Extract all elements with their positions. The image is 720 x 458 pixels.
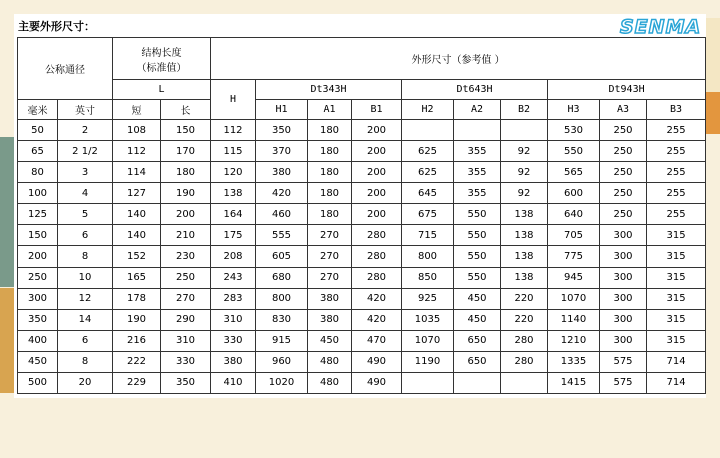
table-row (18, 267, 706, 288)
table-cell: 1035 (402, 309, 454, 330)
header-series-dt943h: Dt943H (548, 80, 706, 100)
header-outline-size: 外形尺寸（参考值 ） (211, 38, 706, 80)
header-standard-value: （标准值） (136, 62, 187, 74)
table-cell: 270 (308, 246, 352, 267)
table-cell: 1210 (548, 330, 600, 351)
table-cell: 380 (308, 288, 352, 309)
header-short: 短 (113, 100, 161, 120)
table-cell: 675 (402, 204, 454, 225)
table-cell: 800 (402, 246, 454, 267)
table-cell: 290 (161, 309, 211, 330)
table-cell: 208 (211, 246, 256, 267)
table-cell: 280 (352, 246, 402, 267)
table-cell: 565 (548, 162, 600, 183)
table-cell (501, 120, 548, 141)
table-cell: 945 (548, 267, 600, 288)
table-cell: 8 (58, 351, 113, 372)
table-cell: 12 (58, 288, 113, 309)
table-row (18, 120, 706, 141)
table-cell: 92 (501, 183, 548, 204)
table-cell: 180 (308, 204, 352, 225)
table-cell: 705 (548, 225, 600, 246)
table-cell: 420 (352, 288, 402, 309)
table-cell: 300 (600, 267, 647, 288)
table-cell: 1335 (548, 351, 600, 372)
table-cell: 350 (18, 309, 58, 330)
table-cell: 222 (113, 351, 161, 372)
table-cell: 200 (352, 162, 402, 183)
table-cell: 490 (352, 351, 402, 372)
table-cell: 315 (647, 288, 706, 309)
table-cell: 200 (352, 204, 402, 225)
table-cell: 575 (600, 351, 647, 372)
table-cell: 315 (647, 330, 706, 351)
table-cell: 550 (548, 141, 600, 162)
table-cell: 150 (18, 225, 58, 246)
table-cell: 370 (256, 141, 308, 162)
table-cell: 480 (308, 372, 352, 393)
table-cell: 220 (501, 288, 548, 309)
table-cell: 190 (161, 183, 211, 204)
table-cell: 112 (211, 120, 256, 141)
table-cell: 500 (18, 372, 58, 393)
table-cell: 210 (161, 225, 211, 246)
header-inch: 英寸 (58, 100, 113, 120)
table-cell: 175 (211, 225, 256, 246)
table-cell: 10 (58, 267, 113, 288)
table-cell: 600 (548, 183, 600, 204)
table-cell: 450 (454, 288, 501, 309)
table-cell (454, 120, 501, 141)
table-cell: 410 (211, 372, 256, 393)
table-cell: 216 (113, 330, 161, 351)
table-cell: 270 (161, 288, 211, 309)
table-cell: 555 (256, 225, 308, 246)
table-cell: 850 (402, 267, 454, 288)
table-cell: 250 (600, 120, 647, 141)
table-cell: 152 (113, 246, 161, 267)
table-cell: 250 (600, 162, 647, 183)
table-cell: 3 (58, 162, 113, 183)
header-row-1 (18, 38, 706, 80)
header-B2: B2 (501, 100, 548, 120)
table-cell: 180 (308, 162, 352, 183)
header-structure-length (113, 38, 211, 80)
table-row (18, 183, 706, 204)
table-cell: 230 (161, 246, 211, 267)
table-cell: 315 (647, 246, 706, 267)
table-cell: 200 (352, 183, 402, 204)
table-cell: 830 (256, 309, 308, 330)
table-row (18, 309, 706, 330)
table-cell: 280 (352, 225, 402, 246)
table-cell: 625 (402, 162, 454, 183)
table-cell: 20 (58, 372, 113, 393)
table-cell: 165 (113, 267, 161, 288)
table-cell: 150 (161, 120, 211, 141)
table-cell: 380 (308, 309, 352, 330)
table-cell: 380 (211, 351, 256, 372)
header-A3: A3 (600, 100, 647, 120)
table-cell: 280 (352, 267, 402, 288)
table-cell (501, 372, 548, 393)
table-cell: 114 (113, 162, 161, 183)
table-cell: 650 (454, 351, 501, 372)
header-H1: H1 (256, 100, 308, 120)
table-cell: 6 (58, 330, 113, 351)
table-cell: 250 (600, 141, 647, 162)
table-cell: 300 (600, 309, 647, 330)
table-cell: 800 (256, 288, 308, 309)
header-H: H (211, 80, 256, 120)
table-cell: 300 (18, 288, 58, 309)
table-cell: 229 (113, 372, 161, 393)
table-cell: 450 (308, 330, 352, 351)
table-cell: 300 (600, 246, 647, 267)
table-cell: 714 (647, 351, 706, 372)
table-cell: 550 (454, 225, 501, 246)
table-cell: 420 (352, 309, 402, 330)
table-cell: 108 (113, 120, 161, 141)
table-cell: 125 (18, 204, 58, 225)
table-cell: 138 (501, 267, 548, 288)
table-cell: 180 (308, 141, 352, 162)
table-cell: 915 (256, 330, 308, 351)
table-cell: 355 (454, 183, 501, 204)
table-cell: 138 (501, 246, 548, 267)
table-cell: 180 (308, 183, 352, 204)
table-cell: 180 (161, 162, 211, 183)
table-cell: 200 (18, 246, 58, 267)
table-cell: 115 (211, 141, 256, 162)
table-cell: 255 (647, 162, 706, 183)
table-cell: 178 (113, 288, 161, 309)
table-row (18, 225, 706, 246)
table-row (18, 351, 706, 372)
table-cell: 450 (454, 309, 501, 330)
table-cell: 8 (58, 246, 113, 267)
table-cell: 315 (647, 267, 706, 288)
table-cell: 2 (58, 120, 113, 141)
table-cell: 310 (161, 330, 211, 351)
table-cell: 355 (454, 141, 501, 162)
table-cell: 270 (308, 225, 352, 246)
table-cell: 300 (600, 288, 647, 309)
left-decor-stripe-orange (0, 288, 14, 393)
table-cell: 255 (647, 183, 706, 204)
table-cell: 925 (402, 288, 454, 309)
table-cell: 127 (113, 183, 161, 204)
table-cell: 200 (352, 141, 402, 162)
table-cell: 715 (402, 225, 454, 246)
table-cell: 164 (211, 204, 256, 225)
table-cell: 250 (600, 183, 647, 204)
table-cell: 140 (113, 204, 161, 225)
table-cell: 255 (647, 141, 706, 162)
table-cell: 470 (352, 330, 402, 351)
table-cell: 714 (647, 372, 706, 393)
header-H3: H3 (548, 100, 600, 120)
table-cell (402, 372, 454, 393)
table-cell (402, 120, 454, 141)
table-cell: 170 (161, 141, 211, 162)
table-cell: 420 (256, 183, 308, 204)
table-cell: 100 (18, 183, 58, 204)
header-mm: 毫米 (18, 100, 58, 120)
table-cell: 300 (600, 225, 647, 246)
table-row (18, 330, 706, 351)
table-cell: 490 (352, 372, 402, 393)
table-cell: 1190 (402, 351, 454, 372)
table-cell: 460 (256, 204, 308, 225)
table-cell (454, 372, 501, 393)
table-cell: 1020 (256, 372, 308, 393)
table-cell: 138 (501, 225, 548, 246)
table-cell: 1140 (548, 309, 600, 330)
table-cell: 2 1/2 (58, 141, 113, 162)
table-cell: 550 (454, 267, 501, 288)
header-long: 长 (161, 100, 211, 120)
table-cell: 250 (161, 267, 211, 288)
table-cell: 5 (58, 204, 113, 225)
table-cell: 138 (501, 204, 548, 225)
table-cell: 200 (352, 120, 402, 141)
table-row (18, 141, 706, 162)
table-cell: 650 (454, 330, 501, 351)
table-cell: 310 (211, 309, 256, 330)
table-cell: 6 (58, 225, 113, 246)
header-B3: B3 (647, 100, 706, 120)
table-cell: 270 (308, 267, 352, 288)
header-nominal-size: 公称通径 (18, 38, 113, 100)
header-H2: H2 (402, 100, 454, 120)
table-cell: 92 (501, 141, 548, 162)
dimensions-table (17, 37, 706, 394)
table-cell: 280 (501, 351, 548, 372)
table-cell: 255 (647, 120, 706, 141)
table-row (18, 288, 706, 309)
table-cell: 480 (308, 351, 352, 372)
table-row (18, 204, 706, 225)
table-cell: 200 (161, 204, 211, 225)
table-cell: 250 (600, 204, 647, 225)
table-row (18, 372, 706, 393)
table-cell: 243 (211, 267, 256, 288)
table-cell: 220 (501, 309, 548, 330)
right-decor-stripe-orange (706, 92, 720, 134)
header-A1: A1 (308, 100, 352, 120)
table-cell: 1070 (402, 330, 454, 351)
table-cell: 400 (18, 330, 58, 351)
table-cell: 283 (211, 288, 256, 309)
left-decor-stripe-green (0, 137, 14, 287)
table-cell: 180 (308, 120, 352, 141)
table-cell: 640 (548, 204, 600, 225)
header-row-3 (18, 100, 706, 120)
table-cell: 960 (256, 351, 308, 372)
table-cell: 138 (211, 183, 256, 204)
table-cell: 250 (18, 267, 58, 288)
page-heading: 主要外形尺寸： (18, 20, 95, 33)
table-cell: 65 (18, 141, 58, 162)
table-cell: 550 (454, 204, 501, 225)
table-cell: 112 (113, 141, 161, 162)
table-cell: 315 (647, 309, 706, 330)
table-cell: 190 (113, 309, 161, 330)
header-structure-length-label: 结构长度 (141, 47, 182, 59)
table-cell: 575 (600, 372, 647, 393)
brand-logo: SENMA (620, 16, 702, 38)
table-cell: 1070 (548, 288, 600, 309)
header-B1: B1 (352, 100, 402, 120)
table-cell: 14 (58, 309, 113, 330)
table-cell: 330 (211, 330, 256, 351)
header-series-dt643h: Dt643H (402, 80, 548, 100)
table-cell: 120 (211, 162, 256, 183)
table-cell: 605 (256, 246, 308, 267)
table-cell: 645 (402, 183, 454, 204)
table-cell: 330 (161, 351, 211, 372)
right-decor-stripe-light (706, 18, 720, 92)
table-cell: 50 (18, 120, 58, 141)
table-cell: 1415 (548, 372, 600, 393)
table-cell: 380 (256, 162, 308, 183)
table-cell: 775 (548, 246, 600, 267)
table-cell: 550 (454, 246, 501, 267)
table-row (18, 162, 706, 183)
table-cell: 80 (18, 162, 58, 183)
header-L: L (113, 80, 211, 100)
table-cell: 315 (647, 225, 706, 246)
table-cell: 450 (18, 351, 58, 372)
table-cell: 680 (256, 267, 308, 288)
table-cell: 4 (58, 183, 113, 204)
table-cell: 300 (600, 330, 647, 351)
table-cell: 92 (501, 162, 548, 183)
table-cell: 280 (501, 330, 548, 351)
header-row-2 (18, 80, 706, 100)
table-cell: 255 (647, 204, 706, 225)
header-A2: A2 (454, 100, 501, 120)
table-row (18, 246, 706, 267)
table-cell: 350 (256, 120, 308, 141)
table-cell: 355 (454, 162, 501, 183)
table-cell: 140 (113, 225, 161, 246)
table-cell: 530 (548, 120, 600, 141)
header-series-dt343h: Dt343H (256, 80, 402, 100)
table-cell: 350 (161, 372, 211, 393)
table-cell: 625 (402, 141, 454, 162)
